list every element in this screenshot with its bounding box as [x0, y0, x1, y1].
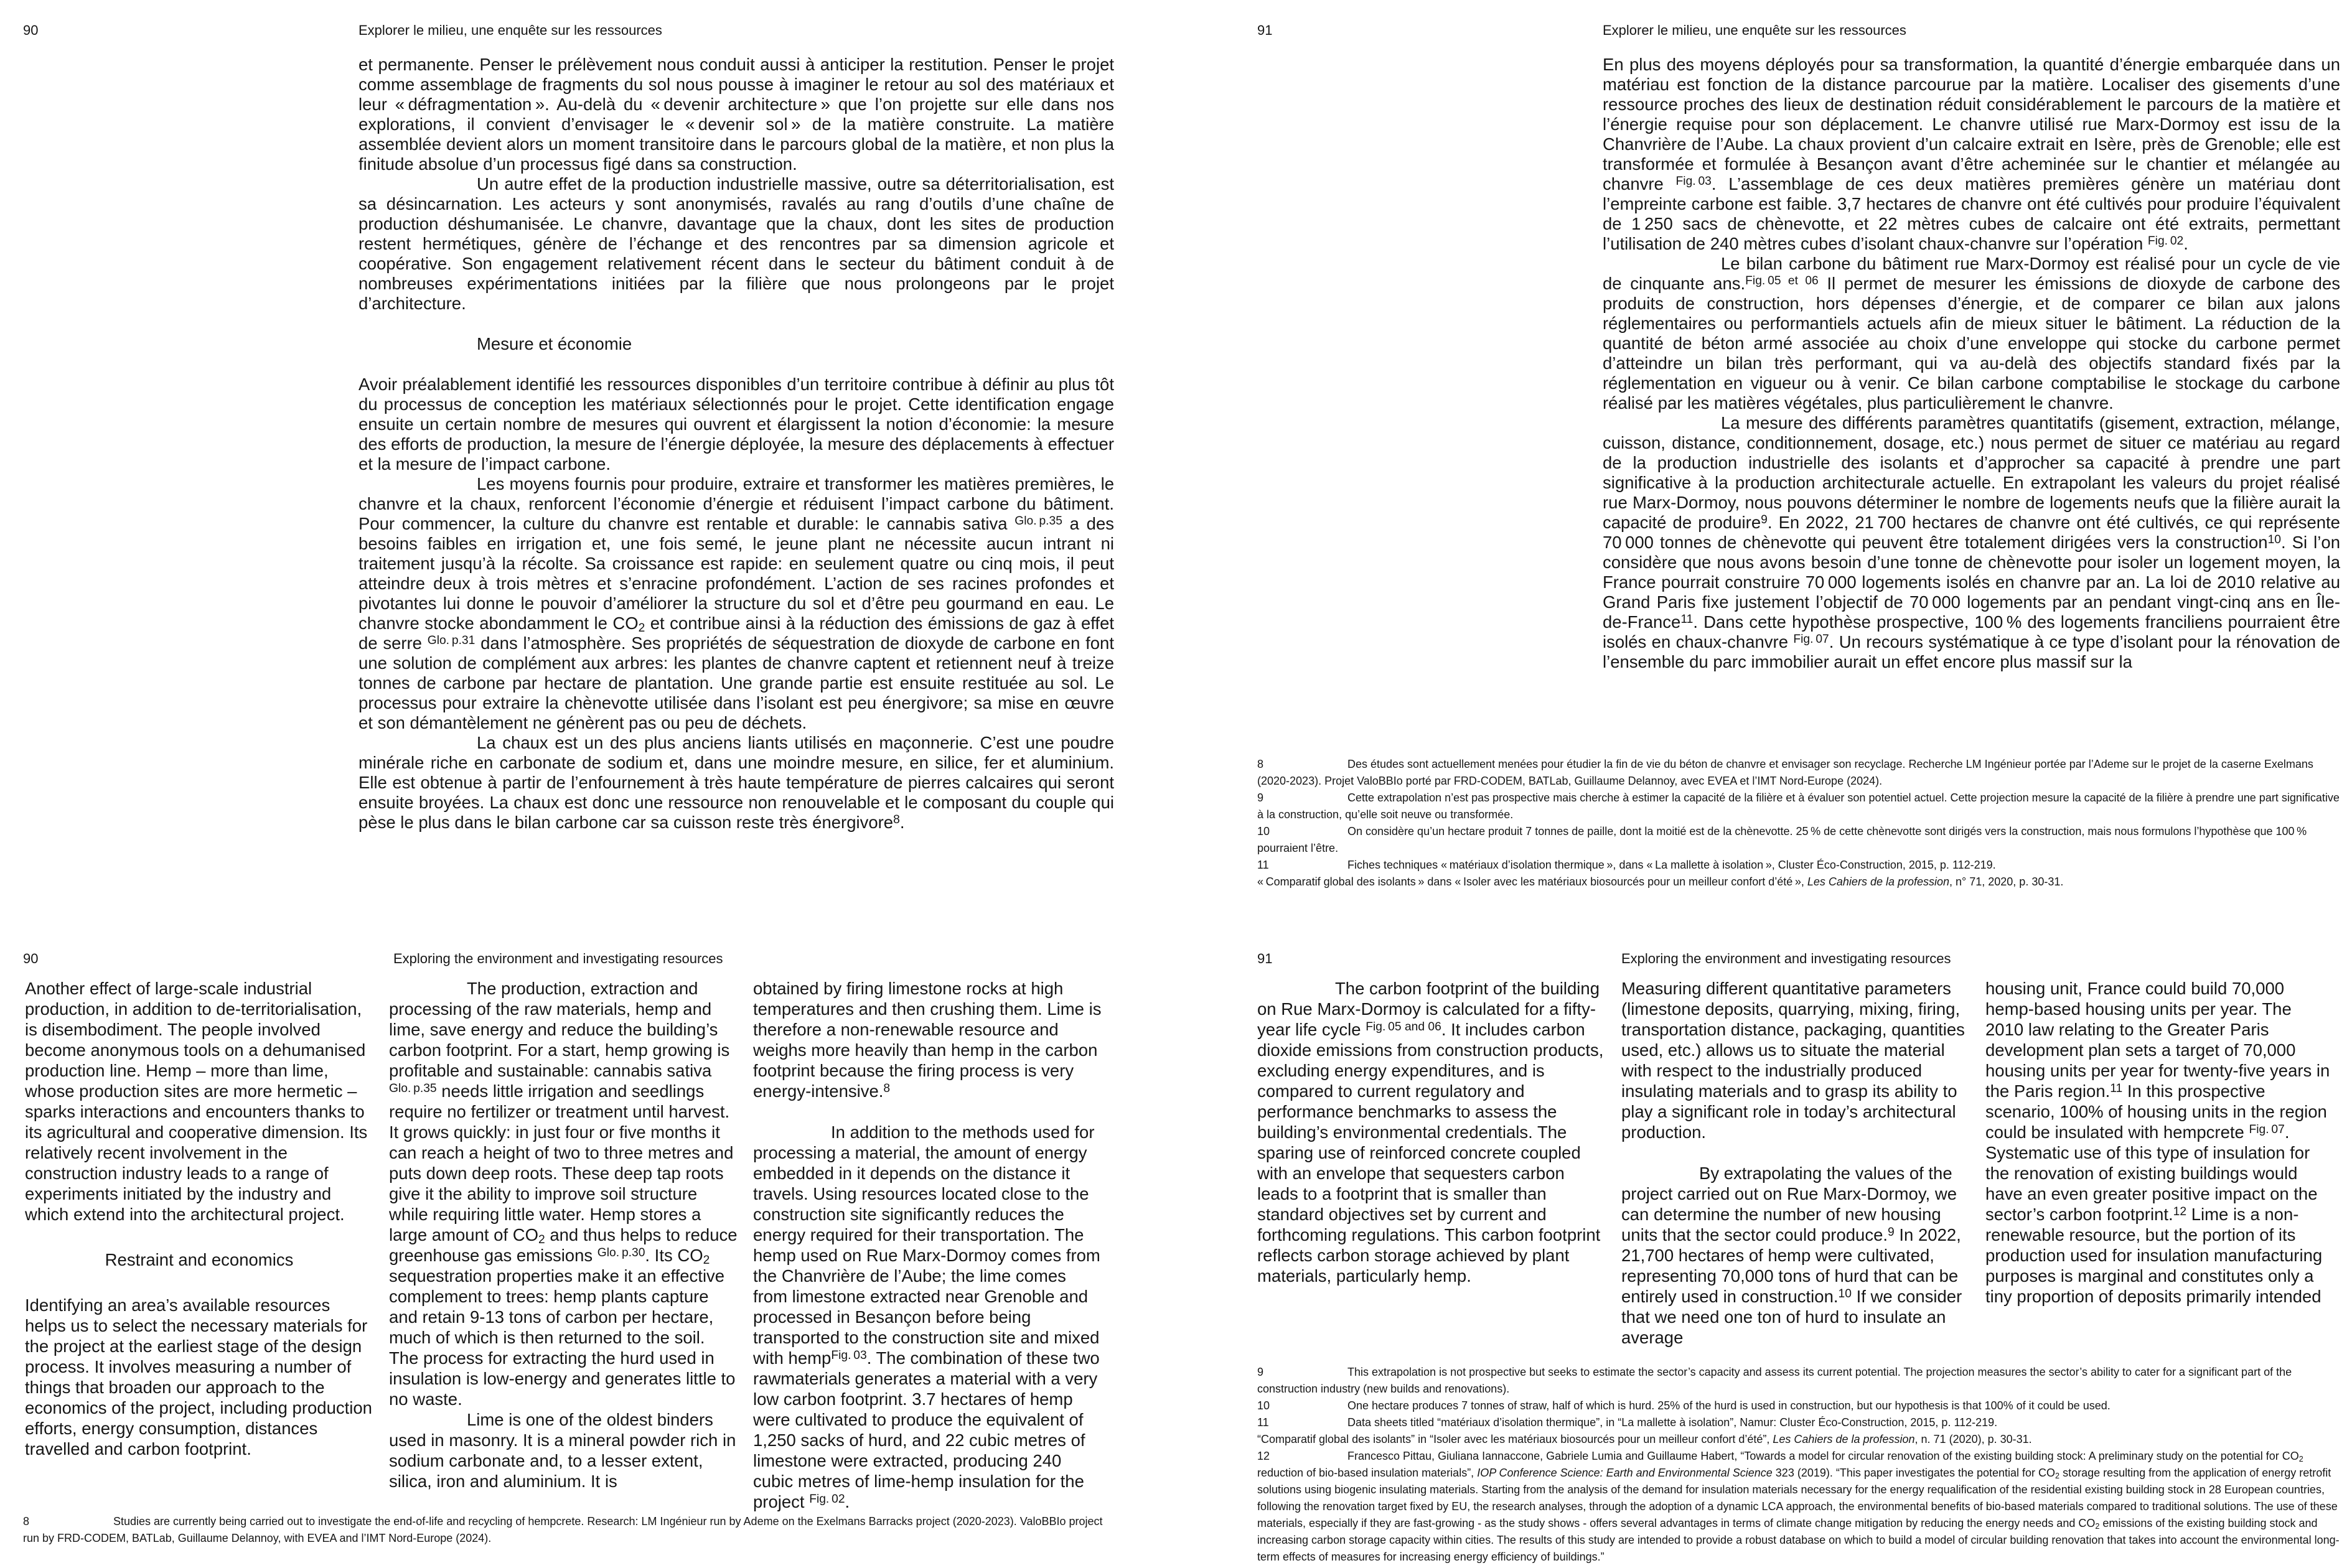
running-head-french-91: Explorer le milieu, une enquête sur les ressources [1603, 22, 1906, 38]
text-run: needs little irrigation and seedlings require no fertilizer or treatment until harvest. It grows quickly: in just four or five months it can reach a height of two to three metres and puts down deep roots. These deep tap roots give it the ability to improve soil structure while requiring little water. Hemp stores a large amount of CO [389, 1081, 734, 1244]
text-run: Avoir préalablement identifié les ressources disponibles d’un territoire contribue à définir au plus tôt du processus de conception les matériaux sélectionnés pour le projet. Cette identification engage ensuite un certain nombre de mesures qui ouvrent et élargissent la notion d’économie: la mesure des efforts de production, la mesure de l’énergie déployée, la mesure des déplacements à effectuer et la mesure de l’impact carbone. [358, 375, 1114, 474]
footnote [1257, 790, 2343, 823]
footnote [1257, 1398, 2345, 1414]
superscript-reference: Fig. 02 [809, 1492, 845, 1506]
paragraph [389, 978, 738, 1409]
running-head-english-91: Exploring the environment and investigating resources [1621, 951, 1951, 966]
paragraph [25, 978, 373, 1225]
paragraph [1621, 978, 1970, 1142]
paragraph [753, 978, 1102, 1101]
superscript-reference: 11 [2110, 1081, 2123, 1095]
text-run: Another effect of large-scale industrial production, in addition to de-territorialisation, is disembodiment. The people involved become anonymous tools on a dehumanised production line. Hemp – more than lime, whose production sites are more hermetic – sparks interactions and encounters thanks to its agricultural and cooperative dimension. Its relatively recent involvement in the construction industry leads to a range of experiments initiated by the industry and which extend into the architectural project. [25, 979, 368, 1224]
footnote-number: 10 [1257, 825, 1270, 838]
superscript-reference: Fig. 05 and 06 [1366, 1020, 1441, 1034]
text-run: By extrapolating the values of the project carried out on Rue Marx-Dormoy, we can determine the number of new housing units that the sector could produce. [1621, 1164, 1957, 1244]
superscript-reference: Fig. 03 [831, 1348, 867, 1362]
paragraph [358, 474, 1114, 733]
superscript-reference: 9 [1888, 1225, 1895, 1239]
superscript-reference: Fig. 02 [2147, 234, 2184, 248]
english-footnotes-page-91 [1257, 1364, 2345, 1566]
subscript: 2 [538, 1233, 545, 1246]
text-run: Restraint and economics [105, 1250, 294, 1269]
text-run: Des études sont actuellement menées pour étudier la fin de vie du béton de chanvre et envisager son recyclage. Recherche LM Ingénieur portée par l’Ademe sur le projet de la caserne Exelmans (2020-2023). Projet ValoBBIo porté par FRD-CODEM, BATLab, Guillaume Delannoy, avec EVEA et l’IMT Nord-Europe (2024). [1257, 758, 2313, 787]
footnote [1257, 1431, 2345, 1448]
text-run: 323 (2019). “This paper investigates the potential for CO [1772, 1467, 2056, 1479]
footnote-number: 8 [1257, 758, 1264, 770]
text-run: obtained by firing limestone rocks at high temperatures and then crushing them. Lime is therefore a non-renewable resource and weighs more heavily than hemp in the carbon footprint because the firing process is very energy-intensive. [753, 979, 1102, 1101]
text-run: and thus helps to reduce greenhouse gas emissions [389, 1225, 738, 1265]
text-run: emissions of the existing building stock and increasing carbon storage capacity within cities. The results of this study are intended to provide a robust database on which to build a model of circular building renovation that takes into account the environmental long-term effects of measures for increasing energy efficiency of buildings.” [1257, 1517, 2340, 1563]
superscript-reference: 11 [1680, 612, 1694, 626]
running-head-french-90: Explorer le milieu, une enquête sur les ressources [358, 22, 662, 38]
text-run: Il permet de mesurer les émissions de dioxyde de carbone des produits de construction, hors dépenses d’énergie, et de comparer ce bilan aux jalons réglementaires ou performantiels actuels afin de mieux situer le bâtiment. La réduction de la quantité de béton armé associée au choix d’une enveloppe qui stocke du carbone permet d’atteindre un bilan très performant, qui va au-delà des objectifs standard fixés par la réglementation en vigueur ou à venir. Ce bilan carbone comptabilise le stockage du carbone réalisé par les matières végétales, plus particulièrement le chanvre. [1603, 274, 2340, 413]
text-run: . [845, 1492, 850, 1511]
text-run: Les moyens fournis pour produire, extraire et transformer les matières premières, le chanvre et la chaux, renforcent l’économie d’énergie et réduisent l’impact carbone du bâtiment. Pour commencer, la culture du chanvre est rentable et durable: le cannabis sativa [358, 474, 1114, 533]
text-run: One hectare produces 7 tonnes of straw, half of which is hurd. 25% of the hurd is used in construction, but our hypothesis is that 100% of it could be used. [1347, 1399, 2111, 1412]
text-run: Cette extrapolation n’est pas prospective mais cherche à estimer la capacité de la filière et à évaluer son potentiel actuel. Cette projection mesure la capacité de la filière à prendre une part significative à la construction, qu’elle soit neuve ou transformée. [1257, 791, 2340, 821]
footnote-number: 12 [1257, 1450, 1270, 1462]
text-run: , n° 71, 2020, p. 30-31. [1949, 875, 2064, 888]
superscript-reference: Fig. 07 [2249, 1122, 2285, 1136]
subscript: 2 [2055, 1471, 2060, 1480]
superscript-reference: Glo. p.30 [597, 1246, 645, 1259]
paragraph [358, 375, 1114, 474]
superscript-reference: Fig. 07 [1793, 632, 1829, 646]
text-run: . The combination of these two rawmaterials generates a material with a very low carbon footprint. 3.7 hectares of hemp were cultivated to produce the equivalent of 1,250 sacks of hurd, and 22 cubic metres of limestone were extracted, producing 240 cubic metres of lime-hemp insulation for the project [753, 1348, 1100, 1511]
text-run: The carbon footprint of the building on Rue Marx-Dormoy is calculated for a fifty-year life cycle [1257, 979, 1600, 1039]
page-number-90-bottom: 90 [23, 951, 39, 966]
superscript-reference: 8 [883, 1081, 891, 1095]
text-run: dans l’atmosphère. Ses propriétés de séquestration de dioxyde de carbone en font une solution de complément aux arbres: les plantes de chanvre captent et retiennent neuf à treize tonnes de carbone par hectare de plantation. Une grande partie est ensuite restituée au sol. Le processus pour extraire la chènevotte utilisée dans l’isolant est peu énergivore; sa mise en œuvre et son démantèlement ne génèrent pas ou peu de déchets. [358, 633, 1114, 732]
subscript: 2 [2298, 1454, 2303, 1463]
superscript-reference: Glo. p.31 [427, 633, 476, 647]
english-column-3-page-91 [1985, 978, 2334, 1307]
text-run: Lime is a non-renewable resource, but the portion of its production used for insulation manufacturing purposes is marginal and constitutes only a tiny proportion of deposits primarily intended [1985, 1205, 2323, 1306]
footnote [23, 1513, 1106, 1547]
text-run: sequestration properties make it an effective complement to trees: hemp plants capture and retain 9-13 tons of carbon per hectare, much of which is then returned to the soil. The process for extracting the hurd used in insulation is low-energy and generates little to no waste. [389, 1266, 736, 1409]
subscript: 2 [703, 1253, 710, 1267]
superscript-reference: Fig. 05 et 06 [1745, 274, 1819, 287]
footnote-number: 9 [1257, 791, 1264, 804]
text-run: Francesco Pittau, Giuliana Iannaccone, Gabriele Lumia and Guillaume Habert, “Towards a model for circular renovation of the existing building stock: A preliminary study on the potential for CO [1347, 1450, 2299, 1462]
text-run: La chaux est un des plus anciens liants utilisés en maçonnerie. C’est une poudre minérale riche en carbonate de sodium et, dans une moindre mesure, en silice, fer et aluminium. Elle est obtenue à partir de l’enfournement à très haute température de pierres calcaires qui seront ensuite broyées. La chaux est donc une ressource non renouvelable et le composant du couple qui pèse le plus dans le bilan carbone car sa cuisson reste très énergivore [358, 733, 1114, 832]
footnote [1257, 756, 2343, 790]
text-run: “Comparatif global des isolants” in “Isoler avec les matériaux biosourcés pour un meilleur confort d’été”, [1257, 1433, 1773, 1445]
text-run: Studies are currently being carried out to investigate the end-of-life and recycling of hempcrete. Research: LM Ingénieur run by Ademe on the Exelmans Barracks project (2020-2023). ValoBBIo project run by FRD-CODEM, BATLab, Guillaume Delannoy, with EVEA and l’IMT Nord-Europe (2024). [23, 1515, 1103, 1544]
superscript-reference: 12 [2173, 1205, 2187, 1218]
footnote-number: 11 [1257, 1416, 1269, 1429]
paragraph [1603, 254, 2340, 413]
text-run: . Its CO [645, 1246, 703, 1265]
text-run: reduction of bio-based insulation materials”, [1257, 1467, 1478, 1479]
superscript-reference: 9 [1761, 513, 1768, 526]
english-footnotes-page-90 [23, 1513, 1106, 1547]
text-run: Le bilan carbone du bâtiment rue Marx-Dormoy est réalisé pour un cycle de vie de cinquante ans. [1603, 254, 2340, 293]
footnote [1257, 874, 2343, 890]
english-column-3-page-90 [753, 978, 1102, 1512]
running-head-english-90: Exploring the environment and investigating resources [393, 951, 723, 966]
footnote [1257, 1414, 2345, 1431]
english-column-1-page-91 [1257, 978, 1606, 1286]
superscript-reference: 10 [2267, 533, 2281, 546]
subscript: 2 [638, 621, 645, 635]
text-run: Un autre effet de la production industrielle massive, outre sa déterritorialisation, est sa désincarnation. Les acteurs y sont anonymisés, ravalés au rang d’outils d’une chaîne de production déshumanisée. Le chanvre, davantage que la chaux, dont les sites de production restent hermétiques, génère de l’échange et des rencontres par sa dimension agricole et coopérative. Son engagement relativement récent dans le secteur du bâtiment conduit à de nombreuses expérimentations initiées par la filière que nous prolongeons par le projet d’architecture. [358, 174, 1114, 313]
footnote-number: 11 [1257, 859, 1269, 871]
text-run: In 2022, 21,700 hectares of hemp were cultivated, representing 70,000 tons of hurd that can be entirely used in construction. [1621, 1225, 1961, 1306]
text-run: housing unit, France could build 70,000 hemp-based housing units per year. The 2010 law relating to the Greater Paris development plan sets a target of 70,000 housing units per year for twenty-five years in the Paris region. [1985, 979, 2330, 1101]
text-run: , n. 71 (2020), p. 30-31. [1914, 1433, 2032, 1445]
text-run: . Si l’on considère que nous avons besoin d’une tonne de chènevotte pour isoler un logement moyen, la France pourrait construire 70 000 logements isolés en chanvre par an. La loi de 2010 relative au Grand Paris fixe justement l’objectif de 70 000 logements par an pendant vingt-cinq ans en Île-de-France [1603, 533, 2340, 632]
superscript-reference: Glo. p.35 [389, 1081, 437, 1095]
text-run: . En 2022, 21 700 hectares de chanvre ont été cultivés, ce qui représente 70 000 tonnes de chènevotte qui peuvent être totalement dirigées vers la construction [1603, 513, 2340, 552]
text-run: . Systematic use of this type of insulation for the renovation of existing buildings would have an even greater positive impact on the sector’s carbon footprint. [1985, 1122, 2318, 1224]
text-run: . [899, 813, 905, 832]
text-run: On considère qu’un hectare produit 7 tonnes de paille, dont la moitié est de la chènevotte. 25 % de cette chènevotte sont dirigés vers la construction, mais nous formulons l’hypothèse que 100 % pourraient l’être. [1257, 825, 2307, 854]
paragraph [358, 55, 1114, 174]
paragraph [1985, 978, 2334, 1307]
paragraph [1603, 55, 2340, 254]
english-column-2-page-90 [389, 978, 738, 1491]
footnote-number: 9 [1257, 1366, 1264, 1378]
text-run: If we consider that we need one ton of hurd to insulate an average [1621, 1287, 1962, 1347]
paragraph [25, 1295, 373, 1459]
text-run: et contribue ainsi à la réduction des émissions de gaz à effet de serre [358, 614, 1115, 653]
paragraph [1621, 1163, 1970, 1348]
superscript-reference: 10 [1838, 1287, 1852, 1300]
text-run: Measuring different quantitative parameters (limestone deposits, quarrying, mixing, firing, transportation distance, packaging, quantities used, etc.) allows us to situate the material with respect to the industrially produced insulating materials and to grasp its ability to play a significant role in today’s architectural production. [1621, 979, 1965, 1142]
page-number-91-top: 91 [1257, 22, 1273, 38]
text-run: . L’assemblage de ces deux matières premières génère un matériau dont l’empreinte carbone est faible. 3,7 hectares de chanvre ont été cultivés pour produire l’équivalent de 1 250 sacs de chènevotte, et 22 mètres cubes de calcaire ont été extraits, permettant l’utilisation de 240 mètres cubes d’isolant chaux-chanvre sur l’opération [1603, 174, 2340, 253]
footnote [1257, 1448, 2345, 1566]
superscript-reference: 8 [893, 813, 900, 826]
superscript-reference: Glo. p.35 [1014, 514, 1062, 528]
footnote-number: 8 [23, 1515, 30, 1528]
text-run: . Un recours systématique à ce type d’isolant pour la rénovation de l’ensemble du parc immobilier aurait un effet encore plus massif sur la [1603, 632, 2340, 671]
footnote [1257, 857, 2343, 874]
page-number-90-top: 90 [23, 22, 39, 38]
paragraph [753, 1122, 1102, 1512]
text-run: Les Cahiers de la profession [1807, 875, 1950, 888]
text-run: Lime is one of the oldest binders used in masonry. It is a mineral powder rich in sodium carbonate and, to a lesser extent, silica, iron and aluminium. It is [389, 1410, 736, 1491]
text-run: . Dans cette hypothèse prospective, 100 % des logements franciliens pourraient être isolés en chaux-chanvre [1603, 612, 2340, 651]
text-run: In addition to the methods used for processing a material, the amount of energy embedded in it depends on the distance it travels. Using resources located close to the construction site significantly reduces the energy required for their transportation. The hemp used on Rue Marx-Dormoy comes from the Chanvrière de l’Aube; the lime comes from limestone extracted near Grenoble and processed in Besançon before being transported to the construction site and mixed with hemp [753, 1122, 1100, 1368]
text-run: . It includes carbon dioxide emissions from construction products, excluding energy expenditures, and is compared to current regulatory and performance benchmarks to assess the building’s environmental credentials. The sparing use of reinforced concrete coupled with an envelope that sequesters carbon leads to a footprint that is smaller than standard objectives set by current and forthcoming regulations. This carbon footprint reflects carbon storage achieved by plant materials, particularly hemp. [1257, 1020, 1604, 1286]
text-run: « Comparatif global des isolants » dans « Isoler avec les matériaux biosourcés pour un meilleur confort d’été », [1257, 875, 1807, 888]
text-run: This extrapolation is not prospective but seeks to estimate the sector’s capacity and assess its current potential. The projection measures the sector’s ability to cater for a significant part of the construction industry (new builds and renovations). [1257, 1366, 2292, 1395]
english-column-1-page-90 [25, 978, 373, 1459]
text-run: . [2183, 234, 2188, 253]
text-run: Identifying an area’s available resources helps us to select the necessary materials for the project at the earliest stage of the design process. It involves measuring a number of things that broaden our approach to the economics of the project, including production efforts, energy consumption, distances travelled and carbon footprint. [25, 1295, 372, 1458]
footnote [1257, 823, 2343, 857]
footnote-number: 10 [1257, 1399, 1270, 1412]
text-run: Data sheets titled “matériaux d’isolation thermique”, in “La mallette à isolation”, Namur: Cluster Éco-Construction, 2015, p. 112-219. [1347, 1416, 1998, 1429]
text-run: In this prospective scenario, 100% of housing units in the region could be insulated with hempcrete [1985, 1081, 2327, 1142]
text-run: storage resulting from the application of energy retrofit solutions using biogenic insulating materials. Starting from the analysis of the demand for insulation materials necessary for the energy requalification of the residential existing building stock in 28 European countries, following the renovation target fixed by EU, the research analyses, through the adoption of a dynamic LCA approach, the environmental benefits of bio-based materials compared to traditional solutions. The use of these materials, especially if they are fast-growing - as the study shows - offers several advantages in terms of climate change mitigation by reducing the energy needs and CO [1257, 1467, 2338, 1529]
text-run: Fiches techniques « matériaux d’isolation thermique », dans « La mallette à isolation », Cluster Éco-Construction, 2015, p. 112-219. [1347, 859, 1996, 871]
paragraph [1603, 413, 2340, 672]
subscript: 2 [2095, 1521, 2100, 1531]
paragraph [358, 733, 1114, 833]
superscript-reference: Fig. 03 [1675, 174, 1712, 188]
paragraph [358, 174, 1114, 314]
text-run: Mesure et économie [477, 334, 632, 353]
section-heading [25, 1249, 373, 1270]
text-run: The production, extraction and processing of the raw materials, hemp and lime, save energy and reduce the building’s carbon footprint. For a start, hemp growing is profitable and sustainable: cannabis sativa [389, 979, 730, 1080]
page-number-91-bottom: 91 [1257, 951, 1273, 966]
text-run: IOP Conference Science: Earth and Environmental Science [1477, 1467, 1773, 1479]
paragraph [389, 1409, 738, 1491]
english-column-2-page-91 [1621, 978, 1970, 1348]
french-body-page-91 [1603, 55, 2340, 672]
text-run: et permanente. Penser le prélèvement nous conduit aussi à anticiper la restitution. Penser le projet comme assemblage de fragments du sol nous pousse à imaginer le retour au sol des matériaux et leur « défragmentation ». Au-delà du « devenir architecture » que l’on projette sur elle dans nos explorations, il convient d’envisager le « devenir sol » de la matière construite. La matière assemblée devient alors un moment transitoire dans le parcours global de la matière, et non plus la finitude absolue d’un processus figé dans sa construction. [358, 55, 1114, 174]
text-run: En plus des moyens déployés pour sa transformation, la quantité d’énergie embarquée dans un matériau est fonction de la distance parcourue par la matière. Localiser des gisements d’une ressource proches des lieux de destination réduit considérablement le parcours de la matière et l’énergie requise pour son déplacement. Le chanvre utilisé rue Marx-Dormoy est issu de la Chanvrière de l’Aube. La chaux provient d’un calcaire extrait en Isère, près de Grenoble; elle est transformée et formulée à Besançon avant d’être acheminée sur le chantier et mélangée au chanvre [1603, 55, 2340, 194]
text-run: a des besoins faibles en irrigation et, une fois semé, le jeune plant ne nécessite aucun intrant ni traitement jusqu’à la récolte. Sa croissance est rapide: en seulement quatre ou cinq mois, il peut atteindre deux à trois mètres et s’enracine profondément. L’action de ses racines profondes et pivotantes lui donne le pouvoir d’améliorer la structure du sol et d’être peu gourmand en eau. Le chanvre stocke abondamment le CO [358, 514, 1114, 633]
text-run: Les Cahiers de la profession [1773, 1433, 1915, 1445]
text-run: La mesure des différents paramètres quantitatifs (gisement, extraction, mélange, cuisson, distance, conditionnement, dosage, etc.) nous permet de situer ce matériau au regard de la production industrielle des isolants et d’approcher sa capacité à prendre une part significative à la production architecturale actuelle. En extrapolant les valeurs du projet réalisé rue Marx-Dormoy, nous pouvons déterminer le nombre de logements neufs que la filière aurait la capacité de produire [1603, 413, 2340, 532]
paragraph [1257, 978, 1606, 1286]
footnote [1257, 1364, 2345, 1398]
french-footnotes [1257, 756, 2343, 890]
section-heading [358, 334, 1114, 354]
french-body-page-90 [358, 55, 1114, 833]
